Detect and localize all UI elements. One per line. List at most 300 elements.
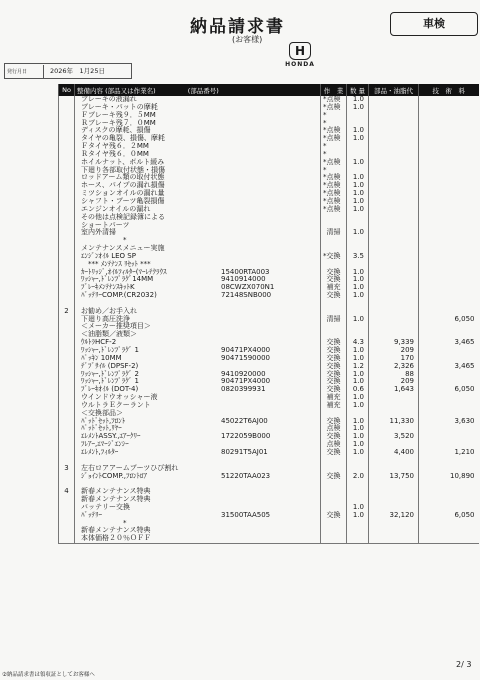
row-number — [59, 284, 74, 292]
row-number — [59, 496, 74, 504]
labor-cost-value — [419, 496, 479, 504]
parts-cost-value — [369, 535, 418, 543]
parts-cost-value — [369, 323, 418, 331]
col-header-quantity: 数 量 — [347, 84, 369, 96]
quantity-value: 1.0 — [352, 204, 364, 213]
inspection-mark: * — [323, 142, 327, 151]
item-name: ＜交換部品＞ — [81, 408, 123, 417]
row-number — [59, 504, 74, 512]
honda-wordmark: HONDA — [285, 61, 315, 68]
operation-value: 交換 — [326, 275, 341, 284]
labor-cost-value — [419, 300, 479, 308]
row-number — [59, 512, 74, 520]
item-name: ＜メーカー推奨項目＞ — [81, 322, 151, 331]
operation-value: 点検 — [326, 95, 341, 103]
row-number — [59, 535, 74, 543]
item-name: ﾌﾞﾚｰｷﾒﾝﾃﾅﾝｽｷｯﾄK 08CWZX070N1 — [81, 283, 275, 292]
labor-cost-value: 6,050 — [454, 314, 475, 323]
quantity-value: 1.0 — [352, 102, 364, 111]
quantity-value — [347, 237, 368, 245]
parts-cost-value: 13,750 — [389, 471, 414, 480]
parts-cost-value — [369, 402, 418, 410]
operation-value: 交換 — [326, 377, 341, 386]
labor-cost-value — [419, 120, 479, 128]
parts-cost-value — [369, 167, 418, 175]
service-type-badge: 車検 — [390, 12, 478, 36]
row-number — [59, 120, 74, 128]
parts-cost-value — [369, 237, 418, 245]
labor-cost-value — [419, 457, 479, 465]
row-number — [59, 355, 74, 363]
item-name: ＜油脂類／液類＞ — [81, 330, 137, 339]
parts-cost-value: 209 — [400, 346, 414, 354]
item-name: お勧め／お手入れ — [81, 306, 137, 315]
parts-cost-value — [369, 253, 418, 261]
inspection-mark: * — [323, 204, 327, 213]
row-number — [59, 410, 74, 418]
parts-cost-value: 4,400 — [393, 447, 414, 456]
item-name: 新春メンテナンス特典 — [81, 487, 151, 496]
inspection-mark: * — [323, 165, 327, 174]
labor-cost-value — [419, 151, 479, 159]
parts-cost-value — [369, 480, 418, 488]
item-name: メンテナンスメニュー実施 — [81, 244, 165, 253]
labor-cost-value — [419, 214, 479, 222]
row-number — [59, 143, 74, 151]
parts-cost-value: 1,643 — [393, 385, 414, 394]
labor-cost-value — [419, 229, 479, 237]
item-name: * — [81, 236, 127, 245]
parts-cost-value — [369, 292, 418, 300]
parts-cost-value — [369, 276, 418, 284]
row-number — [59, 159, 74, 167]
operation-value: 点検 — [326, 196, 341, 205]
item-name: タイヤの亀裂、損傷、摩耗 * — [81, 134, 327, 143]
labor-cost-value: 1,210 — [454, 447, 475, 456]
part-number: 45022T6AJ00 — [221, 416, 268, 425]
inspection-mark: * — [323, 251, 327, 260]
parts-cost-value: 11,330 — [389, 416, 414, 425]
item-name: * — [81, 518, 127, 527]
item-name: 新春メンテナンス特典 — [81, 495, 151, 504]
item-name: ﾊﾟｯﾄﾞｾｯﾄ,ﾘﾔｰ — [81, 424, 122, 433]
operation-value: 交換 — [326, 369, 341, 378]
quantity-value — [347, 300, 368, 308]
parts-cost-column — [369, 96, 419, 544]
row-number — [59, 378, 74, 386]
quantity-value: 1.0 — [352, 267, 364, 276]
labor-cost-value — [419, 261, 479, 269]
quantity-value: 1.0 — [352, 416, 364, 425]
part-number: 90471PX4000 — [221, 377, 271, 386]
labor-cost-value — [419, 394, 479, 402]
row-number — [59, 323, 74, 331]
row-number — [59, 253, 74, 261]
row-number — [59, 167, 74, 175]
item-name: ホイルナット、ボルト緩み * — [81, 157, 327, 166]
item-name: 室内外清掃 — [81, 228, 116, 237]
parts-cost-value — [369, 245, 418, 253]
quantity-value — [347, 214, 368, 222]
item-name: ウルトラＥクーラント — [81, 400, 151, 409]
labor-cost-value — [419, 112, 479, 120]
item-name: *** ﾒﾝﾃﾅﾝｽ ﾘｾｯﾄ *** — [81, 259, 151, 268]
quantity-value — [347, 520, 368, 528]
labor-cost-value — [419, 269, 479, 277]
item-name: ブレーキ・パットの摩耗 * — [81, 102, 327, 111]
operation-value — [321, 480, 346, 488]
table-body — [59, 96, 479, 544]
labor-cost-column — [419, 96, 479, 544]
labor-cost-value — [419, 402, 479, 410]
col-header-no: No — [59, 84, 75, 96]
item-name: ｳﾙﾄﾗHCF-2 — [81, 338, 117, 347]
quantity-value: 1.0 — [352, 393, 364, 402]
operation-value: 点検 — [326, 181, 341, 190]
row-number — [59, 269, 74, 277]
item-name: ﾜｯｼｬｰ,ﾄﾞﾚﾝﾌﾟﾗｸﾞ 1 90471PX4000 — [81, 377, 271, 386]
labor-cost-value — [419, 96, 479, 104]
parts-cost-value — [369, 159, 418, 167]
quantity-value: 1.0 — [352, 291, 364, 300]
operation-value: 点検 — [326, 102, 341, 111]
labor-cost-value — [419, 480, 479, 488]
row-number — [59, 135, 74, 143]
item-name: ﾃﾞﾌﾞｻｲﾙ (DPSF-2) — [81, 361, 139, 370]
part-number: 72148SNB000 — [221, 291, 272, 300]
operation-value — [321, 520, 346, 528]
operation-value: 点検 — [326, 134, 341, 143]
item-name: ショートパーツ — [81, 220, 130, 229]
operation-value: 点検 — [326, 189, 341, 198]
item-name: 下廻り各部取付状態・損傷 * — [81, 165, 327, 174]
row-number: 3 — [64, 463, 69, 472]
part-number: 90471590000 — [221, 353, 270, 362]
honda-logo — [278, 42, 322, 68]
item-name: ﾊﾞｯﾃﾘｰ 31500TAA505 — [81, 510, 271, 519]
labor-cost-value — [419, 520, 479, 528]
item-name: ｴﾚﾒﾝﾄASSY.,ｴｱｰｸﾘｰ 1722059B000 — [81, 432, 271, 441]
parts-cost-value — [369, 300, 418, 308]
row-number — [59, 151, 74, 159]
quantity-value: 0.6 — [352, 385, 364, 394]
operation-value: 点検 — [326, 126, 341, 135]
invoice-table — [58, 84, 479, 544]
labor-cost-value — [419, 433, 479, 441]
issue-date-label: 発行月日 — [5, 65, 44, 79]
row-number — [59, 174, 74, 182]
row-number — [59, 394, 74, 402]
operation-value: 点検 — [326, 440, 341, 449]
item-name: Ｆブレーキ残９．５MM * — [81, 110, 327, 119]
quantity-value: 2.0 — [352, 471, 364, 480]
parts-cost-value: 3,520 — [393, 432, 414, 441]
row-number — [59, 402, 74, 410]
operation-value — [321, 300, 346, 308]
labor-cost-value — [419, 253, 479, 261]
quantity-value: 1.0 — [352, 510, 364, 519]
row-number — [59, 229, 74, 237]
operation-value: 交換 — [326, 291, 341, 300]
parts-cost-value — [369, 143, 418, 151]
operation-value: 補充 — [326, 283, 341, 292]
operation-value: 交換 — [326, 346, 341, 354]
quantity-value: 1.0 — [352, 314, 364, 323]
page-number: 2/ 3 — [456, 660, 472, 669]
operation-value: 清掃 — [326, 314, 341, 323]
item-name: ｶｰﾄﾘｯｼﾞ,ｵｲﾙﾌｨﾙﾀｰ(ﾏｰﾚﾃｸﾗｳｽ 15400RTA003 — [81, 267, 270, 276]
labor-cost-value — [419, 127, 479, 135]
no-column — [59, 96, 75, 544]
operation-value — [321, 237, 346, 245]
parts-cost-value — [369, 151, 418, 159]
part-number: 0820399931 — [221, 385, 266, 394]
labor-cost-value — [419, 167, 479, 175]
item-name: ﾜｯｼｬｰ,ﾄﾞﾚﾝﾌﾟﾗｸﾞ 1 90471PX4000 — [81, 346, 271, 354]
parts-cost-value — [369, 488, 418, 496]
parts-cost-value — [369, 261, 418, 269]
row-number — [59, 418, 74, 426]
inspection-mark: * — [323, 126, 327, 135]
row-number — [59, 112, 74, 120]
row-number — [59, 363, 74, 371]
row-number — [59, 245, 74, 253]
row-number — [59, 237, 74, 245]
inspection-mark: * — [323, 189, 327, 198]
document-subtitle: (お客様) — [232, 35, 263, 44]
parts-cost-value — [369, 174, 418, 182]
quantity-value: 1.0 — [352, 400, 364, 409]
parts-cost-value: 209 — [400, 377, 414, 386]
col-header-part-number: (部品番号) — [187, 86, 219, 95]
quantity-value: 1.0 — [352, 157, 364, 166]
parts-cost-value: 32,120 — [389, 510, 414, 519]
operation-value: 点検 — [326, 424, 341, 433]
row-number — [59, 527, 74, 535]
quantity-value: 1.0 — [352, 447, 364, 456]
operation-value: 交換 — [326, 361, 341, 370]
parts-cost-value — [369, 112, 418, 120]
item-column — [75, 95, 327, 544]
labor-cost-value — [419, 190, 479, 198]
parts-cost-value — [369, 284, 418, 292]
labor-cost-value: 6,050 — [454, 510, 475, 519]
part-number: 9410914000 — [221, 275, 266, 284]
item-name: ｼﾞｮｲﾝﾄCOMP.,ﾌﾛﾝﾄﾛｱ 51220TAA023 — [81, 471, 271, 480]
quantity-value: 1.0 — [352, 440, 364, 449]
part-number: 15400RTA003 — [221, 267, 270, 276]
labor-cost-value — [419, 284, 479, 292]
item-name: ミツションオイルの漏れ量 * — [81, 189, 327, 198]
operation-value: 交換 — [326, 447, 341, 456]
col-header-item-label: 整備内容 (部品又は作業名) — [77, 86, 156, 95]
item-name: ｴﾝｼﾞﾝｵｲﾙ LEO SP * — [81, 251, 327, 260]
quantity-value: 1.0 — [352, 95, 364, 103]
parts-cost-value — [369, 214, 418, 222]
labor-cost-value — [419, 182, 479, 190]
document-title: 納品請求書 — [190, 17, 285, 37]
row-number — [59, 96, 74, 104]
operation-value: 交換 — [326, 338, 341, 347]
part-number: 08CWZX070N1 — [221, 283, 275, 292]
item-name: ﾊﾟｯｷﾝ 10MM 90471590000 — [81, 353, 270, 362]
item-name: Ｒタイヤ残６．０MM * — [81, 149, 327, 158]
labor-cost-value — [419, 174, 479, 182]
inspection-mark: * — [323, 181, 327, 190]
inspection-mark: * — [323, 173, 327, 182]
footer-note: ②納品請求書は領収証としてお客様へ — [2, 672, 95, 678]
operation-value: 交換 — [326, 251, 341, 260]
labor-cost-value — [419, 347, 479, 355]
quantity-value: 1.0 — [352, 126, 364, 135]
parts-cost-value — [369, 394, 418, 402]
quantity-value — [347, 480, 368, 488]
parts-cost-value — [369, 182, 418, 190]
labor-cost-value — [419, 222, 479, 230]
inspection-mark: * — [323, 118, 327, 127]
col-header-parts-cost: 部品・油脂代 — [369, 84, 419, 96]
quantity-value: 1.0 — [352, 353, 364, 362]
labor-cost-value — [419, 425, 479, 433]
part-number: 51220TAA023 — [221, 471, 271, 480]
labor-cost-value — [419, 488, 479, 496]
labor-cost-value — [419, 237, 479, 245]
operation-value: 交換 — [326, 510, 341, 519]
row-number — [59, 292, 74, 300]
operation-value: 補充 — [326, 400, 341, 409]
row-number — [59, 261, 74, 269]
item-name: Ｒブレーキ残７．０MM * — [81, 118, 327, 127]
operation-value: 交換 — [326, 353, 341, 362]
inspection-mark: * — [323, 95, 327, 103]
labor-cost-value: 3,465 — [454, 361, 475, 370]
parts-cost-value — [369, 96, 418, 104]
row-number — [59, 347, 74, 355]
quantity-value — [347, 323, 368, 331]
issue-date-box — [4, 63, 132, 79]
operation-value: 点検 — [326, 204, 341, 213]
row-number — [59, 520, 74, 528]
operation-value: 清掃 — [326, 228, 341, 237]
item-name: ロッドアーム類の取付状態 * — [81, 173, 327, 182]
labor-cost-value — [419, 135, 479, 143]
quantity-value: 1.0 — [352, 432, 364, 441]
labor-cost-value: 3,630 — [454, 416, 475, 425]
parts-cost-value — [369, 104, 418, 112]
inspection-mark: * — [323, 149, 327, 158]
issue-date-value: 2026年 1月25日 — [50, 67, 105, 75]
row-number — [59, 441, 74, 449]
row-number: 4 — [64, 487, 69, 496]
quantity-value: 1.0 — [352, 228, 364, 237]
row-number — [59, 182, 74, 190]
operation-value — [321, 488, 346, 496]
parts-cost-value: 9,339 — [393, 338, 414, 347]
parts-cost-value — [369, 135, 418, 143]
honda-h-icon: H — [289, 42, 311, 60]
quantity-value: 1.0 — [352, 283, 364, 292]
quantity-value: 1.0 — [352, 181, 364, 190]
labor-cost-value — [419, 159, 479, 167]
parts-cost-value — [369, 206, 418, 214]
operation-value: 点検 — [326, 157, 341, 166]
row-number — [59, 190, 74, 198]
item-name: 本体価格２０％ＯＦＦ — [81, 534, 151, 543]
parts-cost-value: 88 — [405, 369, 414, 378]
item-name: バッテリー交換 — [81, 502, 130, 511]
operation-value: 補充 — [326, 393, 341, 402]
part-number: 1722059B000 — [221, 432, 271, 441]
row-number — [59, 198, 74, 206]
operation-value — [321, 214, 346, 222]
item-name: ﾜｯｼｬｰ,ﾄﾞﾚﾝﾌﾟﾗｸﾞ14MM 9410914000 — [81, 275, 266, 284]
quantity-column — [347, 96, 369, 544]
row-number — [59, 276, 74, 284]
row-number — [59, 433, 74, 441]
row-number — [59, 127, 74, 135]
row-number — [59, 425, 74, 433]
operation-value: 交換 — [326, 385, 341, 394]
labor-cost-value — [419, 245, 479, 253]
parts-cost-value: 2,326 — [393, 361, 414, 370]
parts-cost-value — [369, 190, 418, 198]
labor-cost-value — [419, 198, 479, 206]
row-number: 2 — [64, 306, 69, 315]
item-name: 下廻り高圧洗浄 — [81, 314, 130, 323]
quantity-value: 1.0 — [352, 189, 364, 198]
labor-cost-value — [419, 206, 479, 214]
quantity-value: 1.0 — [352, 377, 364, 386]
parts-cost-value — [369, 527, 418, 535]
quantity-value: 1.0 — [352, 173, 364, 182]
labor-cost-value — [419, 371, 479, 379]
operation-value: 交換 — [326, 471, 341, 480]
quantity-value — [347, 143, 368, 151]
row-number — [59, 222, 74, 230]
operation-value: 交換 — [326, 432, 341, 441]
operation-value — [321, 323, 346, 331]
row-number — [59, 331, 74, 339]
item-name: 左右ロアアームブーツひび割れ — [81, 463, 179, 472]
item-name: ｴﾚﾒﾝﾄ,ﾌｨﾙﾀｰ 80291T5AJ01 — [81, 447, 268, 456]
parts-cost-value: 170 — [400, 353, 414, 362]
labor-cost-value — [419, 143, 479, 151]
labor-cost-value: 6,050 — [454, 385, 475, 394]
parts-cost-value — [369, 120, 418, 128]
parts-cost-value — [369, 520, 418, 528]
item-name: エンジンオイルの漏れ * — [81, 204, 327, 213]
quantity-value: 1.0 — [352, 424, 364, 433]
quantity-value — [347, 535, 368, 543]
operation-value — [321, 535, 346, 543]
quantity-value: 1.0 — [352, 502, 364, 511]
row-number — [59, 339, 74, 347]
operation-value: 交換 — [326, 267, 341, 276]
quantity-value: 1.2 — [352, 361, 364, 370]
item-name: 新春メンテナンス特典 — [81, 526, 151, 535]
item-name: ﾌﾞﾚｰｷｵｲﾙ (DOT-4) 0820399931 — [81, 385, 266, 394]
labor-cost-value — [419, 276, 479, 284]
parts-cost-value — [369, 198, 418, 206]
item-name: ﾊﾞｯﾃﾘｰCOMP.(CR2032) 72148SNB000 — [81, 291, 272, 300]
part-number: 31500TAA505 — [221, 510, 271, 519]
inspection-mark: * — [323, 102, 327, 111]
item-name: ディスクの摩耗、損傷 * — [81, 126, 327, 135]
quantity-value — [347, 457, 368, 465]
inspection-mark: * — [323, 134, 327, 143]
row-number — [59, 449, 74, 457]
item-name: ﾊﾟｯﾄﾞｾｯﾄ,ﾌﾛﾝﾄ 45022T6AJ00 — [81, 416, 268, 425]
